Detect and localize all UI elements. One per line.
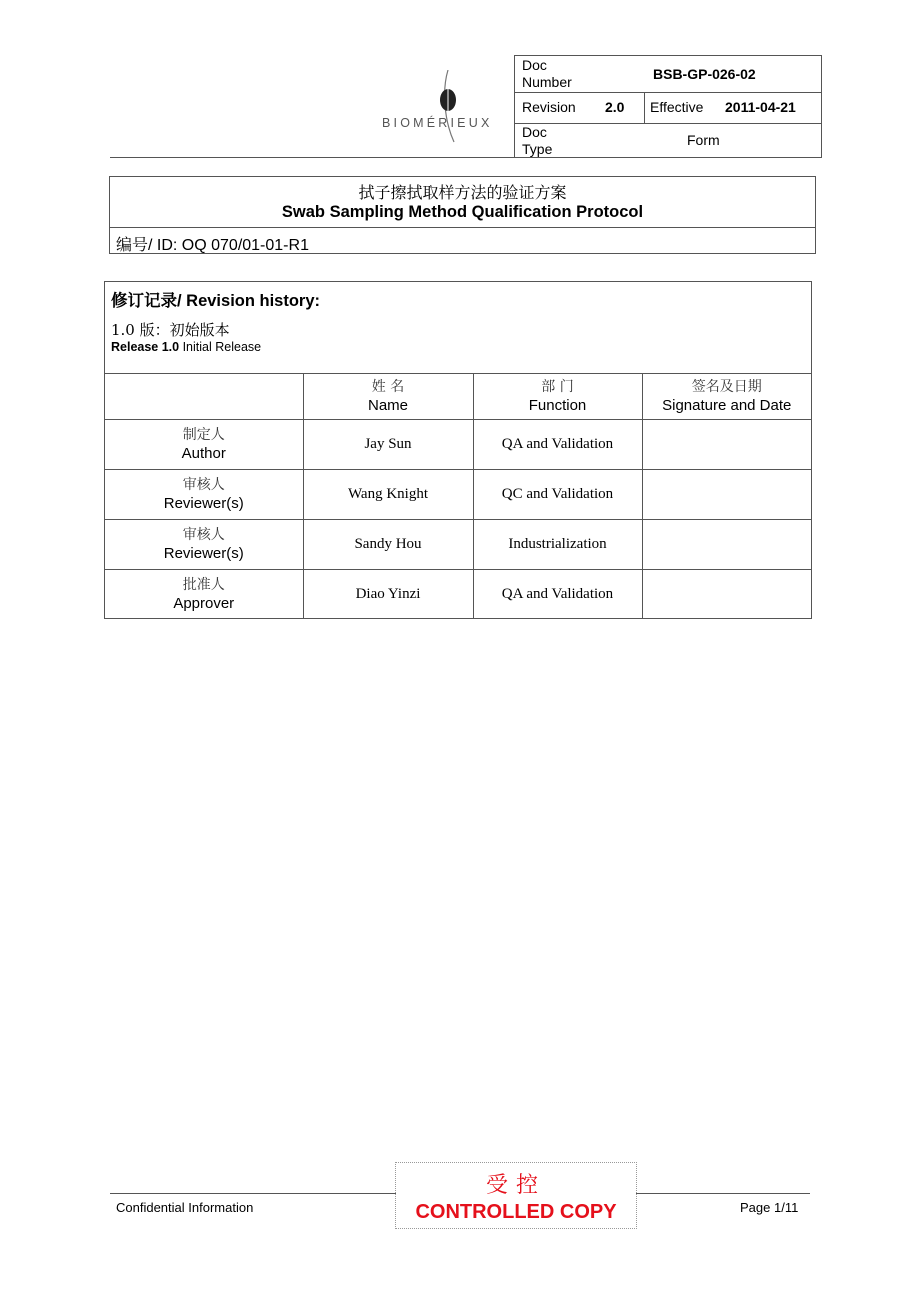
protocol-title-en: Swab Sampling Method Qualification Protocol bbox=[281, 203, 644, 221]
header-cell-role bbox=[105, 374, 303, 420]
effective-value: 2011-04-21 bbox=[725, 99, 796, 115]
protocol-id: 编号/ ID: OQ 070/01-01-R1 bbox=[116, 237, 309, 254]
signature-cell[interactable] bbox=[642, 520, 811, 570]
role-cell: 制定人 Author bbox=[105, 420, 303, 470]
revision-row bbox=[515, 92, 821, 124]
release-description: Initial Release bbox=[179, 340, 262, 354]
release-note-zh: 1.0 版：初始版本 bbox=[111, 321, 230, 339]
signature-table bbox=[105, 373, 811, 619]
document-control-box bbox=[514, 55, 822, 158]
release-version: Release 1.0 bbox=[111, 340, 180, 354]
effective-label: Effective bbox=[650, 99, 704, 115]
revision-label: Revision bbox=[522, 99, 576, 115]
title-separator bbox=[110, 227, 815, 228]
revision-value: 2.0 bbox=[605, 99, 625, 115]
signature-table-header bbox=[105, 374, 811, 420]
role-cell: 审核人 Reviewer(s) bbox=[105, 520, 303, 570]
doc-number-value: BSB-GP-026-02 bbox=[653, 66, 756, 82]
doc-type-label: Doc Type bbox=[522, 124, 553, 157]
role-cell: 审核人 Reviewer(s) bbox=[105, 470, 303, 520]
signature-cell[interactable] bbox=[642, 470, 811, 520]
function-cell: QA and Validation bbox=[473, 570, 642, 620]
company-logo bbox=[382, 70, 514, 150]
doc-type-value: Form bbox=[687, 132, 720, 148]
stamp-text-en: CONTROLLED COPY bbox=[415, 1201, 617, 1223]
release-note-en bbox=[111, 340, 261, 354]
name-cell: Sandy Hou bbox=[303, 520, 473, 570]
table-row bbox=[105, 520, 811, 570]
doc-number-row bbox=[515, 56, 821, 93]
function-cell: QC and Validation bbox=[473, 470, 642, 520]
name-cell: Jay Sun bbox=[303, 420, 473, 470]
doc-number-label: Doc Number bbox=[522, 57, 572, 90]
header-cell-name: 姓 名 Name bbox=[303, 374, 473, 420]
footer-rule-right bbox=[636, 1193, 810, 1194]
signature-cell[interactable] bbox=[642, 420, 811, 470]
header-cell-function: 部 门 Function bbox=[473, 374, 642, 420]
controlled-copy-stamp bbox=[395, 1162, 637, 1229]
table-row bbox=[105, 570, 811, 620]
footer-confidential: Confidential Information bbox=[116, 1200, 254, 1215]
function-cell: Industrialization bbox=[473, 520, 642, 570]
footer-page-number: Page 1/11 bbox=[740, 1200, 799, 1215]
logo-text: BIOMÉRIEUX bbox=[382, 116, 493, 130]
protocol-title-zh: 拭子擦拭取样方法的验证方案 bbox=[358, 183, 567, 202]
function-cell: QA and Validation bbox=[473, 420, 642, 470]
signature-cell[interactable] bbox=[642, 570, 811, 620]
protocol-title-box bbox=[109, 176, 816, 254]
header-rule bbox=[110, 157, 516, 158]
role-cell: 批准人 Approver bbox=[105, 570, 303, 620]
revision-history-heading: 修订记录/ Revision history: bbox=[111, 292, 321, 310]
revision-divider bbox=[644, 92, 645, 123]
name-cell: Diao Yinzi bbox=[303, 570, 473, 620]
header-cell-signature: 签名及日期 Signature and Date bbox=[642, 374, 811, 420]
table-row bbox=[105, 470, 811, 520]
name-cell: Wang Knight bbox=[303, 470, 473, 520]
stamp-text-zh: 受控 bbox=[485, 1173, 546, 1198]
revision-history-box bbox=[104, 281, 812, 619]
logo-mark-icon bbox=[382, 70, 514, 150]
doc-type-row bbox=[515, 123, 821, 158]
footer-rule-left bbox=[110, 1193, 396, 1194]
table-row bbox=[105, 420, 811, 470]
